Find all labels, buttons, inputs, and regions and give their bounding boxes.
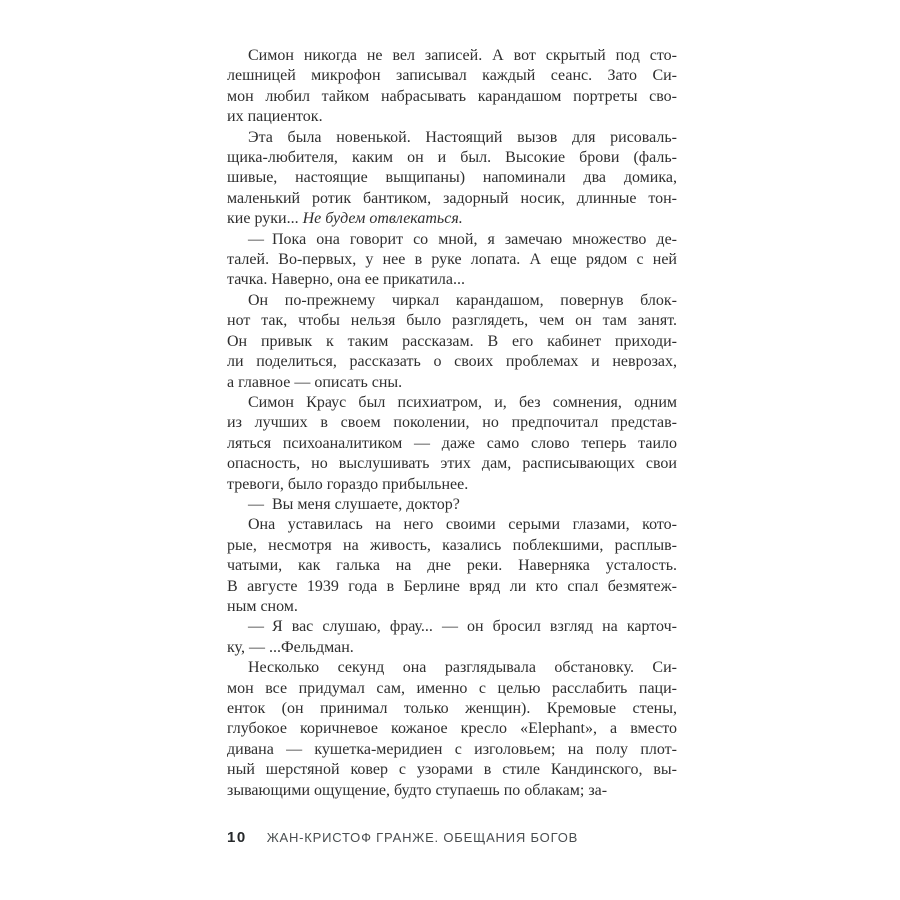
text-line: Симон никогда не вел записей. А вот скрытый под сто- bbox=[248, 47, 677, 64]
text-line: опасность, но выслушивать этих дам, расписывающих свои bbox=[227, 455, 677, 473]
text-line: — Вы меня слушаете, доктор? bbox=[248, 495, 460, 513]
page-footer bbox=[227, 829, 578, 846]
text-line: лешницей микрофон записывал каждый сеанс. Зато Си- bbox=[227, 67, 677, 85]
text-line: маленький ротик бантиком, задорный носик, длинные тон- bbox=[227, 189, 677, 207]
text-line: их пациенток. bbox=[227, 108, 323, 126]
text-line: талей. Во-первых, у нее в руке лопата. А еще рядом с ней bbox=[227, 251, 677, 269]
text-line: Эта была новенькой. Настоящий вызов для рисоваль- bbox=[248, 128, 677, 146]
text-line: — Пока она говорит со мной, я замечаю множество де- bbox=[248, 230, 677, 248]
paragraph bbox=[227, 128, 677, 230]
text-line: ку, — ...Фельдман. bbox=[227, 638, 354, 656]
text-line: тревоги, было гораздо прибыльнее. bbox=[227, 475, 469, 493]
text-line: Она уставилась на него своими серыми глазами, кото- bbox=[248, 516, 677, 534]
paragraph bbox=[227, 617, 677, 658]
paragraph bbox=[227, 495, 677, 515]
text-line: В августе 1939 года в Берлине вряд ли кто спал безмятеж- bbox=[227, 577, 677, 595]
text-line bbox=[227, 209, 677, 229]
text-line: чатыми, как галька на дне реки. Наверняка усталость. bbox=[227, 557, 677, 575]
paragraph bbox=[227, 658, 677, 801]
text-line: глубокое коричневое кожаное кресло «Elephant», а вместо bbox=[227, 720, 677, 738]
text-line: Симон Краус был психиатром, и, без сомнения, одним bbox=[248, 393, 677, 411]
text-line: ным сном. bbox=[227, 597, 298, 615]
text-line: нот так, чтобы нельзя было разглядеть, чем он там занят. bbox=[227, 312, 677, 330]
text-line: тачка. Наверно, она ее прикатила... bbox=[227, 271, 465, 289]
running-title: ЖАН-КРИСТОФ ГРАНЖЕ. ОБЕЩАНИЯ БОГОВ bbox=[266, 830, 579, 845]
text-segment: кие руки... bbox=[227, 210, 303, 228]
paragraph bbox=[227, 515, 677, 617]
text-line: енток (он принимал только женщин). Кремовые стены, bbox=[227, 700, 677, 717]
paragraph bbox=[227, 393, 677, 495]
text-line: ли поделиться, рассказать о своих проблемах и неврозах, bbox=[227, 353, 677, 371]
paragraph bbox=[227, 230, 677, 291]
text-line: зывающими ощущение, будто ступаешь по облакам; за- bbox=[227, 781, 608, 799]
paragraph bbox=[227, 46, 677, 128]
text-line: Несколько секунд она разглядывала обстановку. Си- bbox=[248, 659, 677, 677]
text-line: ный шерстяной ковер с узорами в стиле Кандинского, вы- bbox=[227, 761, 677, 779]
text-line: а главное — описать сны. bbox=[227, 373, 403, 391]
paragraph bbox=[227, 291, 677, 393]
text-line: Он по-прежнему чиркал карандашом, повернув блок- bbox=[248, 291, 677, 309]
page-number: 10 bbox=[227, 829, 247, 846]
text-line: щика-любителя, каким он и был. Высокие брови (фаль- bbox=[227, 149, 677, 167]
body-text bbox=[227, 46, 677, 801]
text-line: Он привык к таким рассказам. В его кабинет приходи- bbox=[227, 332, 677, 350]
text-line: из лучших в своем поколении, но предпочитал представ- bbox=[227, 414, 677, 432]
text-line: ляться психоаналитиком — даже само слово теперь таило bbox=[227, 434, 677, 452]
text-line: мон все придумал сам, именно с целью расслабить паци- bbox=[227, 679, 677, 697]
text-line: мон любил тайком набрасывать карандашом портреты сво- bbox=[227, 87, 677, 105]
text-line: дивана — кушетка-меридиен с изголовьем; на полу плот- bbox=[227, 740, 677, 758]
text-line: рые, несмотря на живость, казались поблекшими, расплыв- bbox=[227, 536, 677, 554]
text-line: — Я вас слушаю, фрау... — он бросил взгляд на карточ- bbox=[248, 618, 677, 636]
text-line: шивые, настоящие выщипаны) напоминали два домика, bbox=[227, 169, 677, 187]
italic-text-segment: Не будем отвлекаться. bbox=[302, 210, 463, 228]
